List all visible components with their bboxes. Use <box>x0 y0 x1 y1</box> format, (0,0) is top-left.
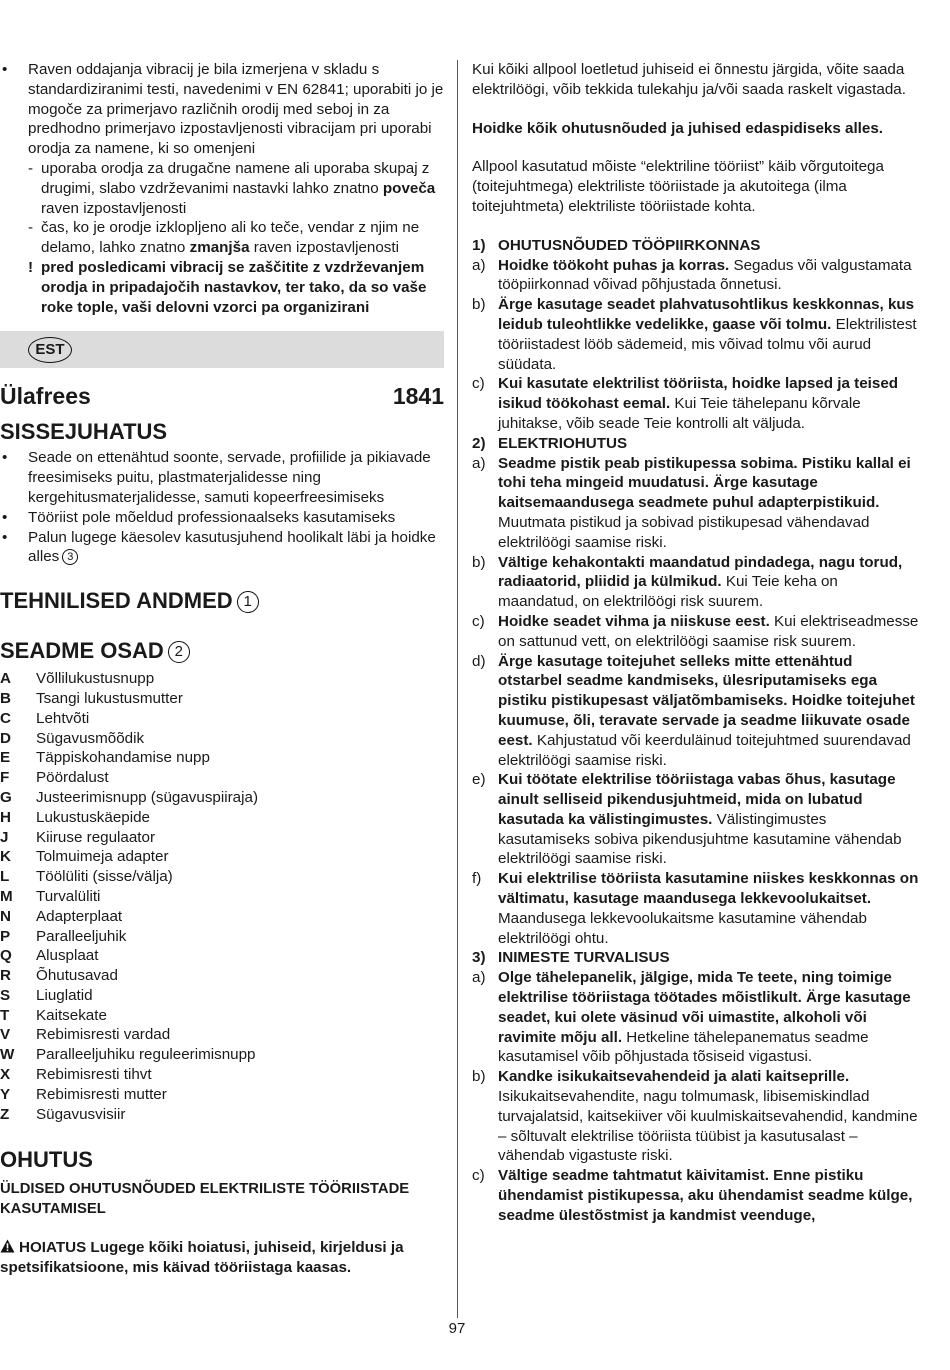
part-label: Täppiskohandamise nupp <box>36 749 210 767</box>
list-item: c) Vältige seadme tahtmatut käivitamist. Enne pistiku ühendamist pistikupessa, aku ühendamist seadme külge, seadme ülestõstmist ja kandmist veenduge, <box>472 1167 913 1224</box>
part-letter: K <box>0 848 11 866</box>
list-item: c) Kui kasutate elektrilist tööriista, hoidke lapsed ja teised isikud töökohast eemal. Kui Teie tähelepanu kõrvale juhitakse, võib seade Teie kontrolli alt väljuda. <box>472 375 899 432</box>
part-label: Õhutusavad <box>36 967 118 985</box>
parts-list-item <box>0 887 444 907</box>
general-warning: HOIATUS Lugege kõiki hoiatusi, juhiseid, kirjeldusi ja spetsifikatsioone, mis käivad tööriistaga kaasas. <box>0 1239 404 1276</box>
section-heading: 3) INIMESTE TURVALISUS <box>472 949 670 967</box>
parts-list-item <box>0 847 444 867</box>
intro-list <box>0 448 444 567</box>
part-letter: E <box>0 749 11 767</box>
part-label: Pöördalust <box>36 769 109 787</box>
part-letter: T <box>0 1006 10 1024</box>
parts-list-item <box>0 788 444 808</box>
list-item: d) Ärge kasutage toitejuhet selleks mitte ettenähtud otstarbel seadme kandmiseks, ülesriputamiseks ega pistiku pistikupesast väljatõmbamiseks. Hoidke toitejuhet kuumuse, õli, teravate servade ja seadme liikuvate osade eest. Kahjustatud või keerduläinud toitejuhtmed suurendavad elektrilöögi saamise riski. <box>472 652 915 769</box>
part-label: Justeerimisnupp (sügavuspiiraja) <box>36 788 259 806</box>
list-item: e) Kui töötate elektrilise tööriistaga vabas õhus, kasutage ainult selliseid pikendusjuhtmeid, mida on lubatud kasutada ka välistingimustes. Välistingimustes kasutamiseks sobiva pikendusjuhtme kasutamine vähendab elektrilöögi saamise riski. <box>472 771 902 868</box>
parts-list-item <box>0 768 444 788</box>
vibration-bullet: • Raven oddajanja vibracij je bila izmerjena v skladu s standardiziranimi testi, navedenimi v EN 62841; uporabiti jo je mogoče za primerjavo različnih orodij med seboj in za predhodno primerjavo izpostavljenosti vibracijam pri uporabi orodja za namene, ki so omenjeni <box>2 61 444 158</box>
parts-list <box>0 669 444 1124</box>
term-definition: Allpool kasutatud mõiste “elektriline tööriist” käib võrgutoitega (toitejuhtmega) elektriliste tööriistade ja akutoitega (ilma toitejuhtmeta) elektriliste tööriistade kohta. <box>472 158 884 215</box>
safety-heading: OHUTUS <box>0 1147 93 1173</box>
parts-list-item <box>0 1045 444 1065</box>
list-item: • Seade on ettenähtud soonte, servade, profiilide ja pikiavade freesimiseks puitu, plastmaterjalidesse ning kergehitusmaterjalidesse, samuti kopeerfreesimiseks <box>2 449 431 506</box>
part-letter: V <box>0 1026 11 1044</box>
list-item: • Palun lugege käesolev kasutusjuhend hoolikalt läbi ja hoidke alles 3 <box>2 528 436 566</box>
product-title: Ülafrees <box>0 383 91 410</box>
part-letter: F <box>0 769 10 787</box>
part-label: Sügavusmõõdik <box>36 729 145 747</box>
parts-list-item <box>0 1006 444 1026</box>
part-letter: J <box>0 828 9 846</box>
section-heading: 1) OHUTUSNÕUDED TÖÖPIIRKONNAS <box>472 236 761 254</box>
parts-list-item <box>0 669 444 689</box>
figure-ref-icon: 1 <box>237 591 259 613</box>
vibration-warning: ! pred posledicami vibracij se zaščitite z vzdrževanjem orodja in pripadajočih nastavkov, ter tako, da so vaše roke tople, vaši delovni vzorci pa organizirani <box>28 258 427 316</box>
parts-list-item <box>0 907 444 927</box>
part-letter: H <box>0 808 11 826</box>
parts-list-item <box>0 1105 444 1125</box>
part-letter: G <box>0 788 12 806</box>
part-label: Kiiruse regulaator <box>36 828 156 846</box>
part-letter: S <box>0 986 11 1004</box>
part-letter: X <box>0 1066 11 1084</box>
part-letter: M <box>0 887 13 905</box>
parts-list-item <box>0 748 444 768</box>
part-letter: Z <box>0 1105 10 1123</box>
section-heading: 2) ELEKTRIOHUTUS <box>472 434 628 452</box>
parts-list-item <box>0 729 444 749</box>
parts-list-item <box>0 867 444 887</box>
part-letter: W <box>0 1046 15 1064</box>
list-item: a) Seadme pistik peab pistikupessa sobima. Pistiku kallal ei tohi teha mingeid muudatusi. Ärge kasutage kaitsemaandusega seadmete puhul adapterpistikuid. Muutmata pistikud ja sobivad pistikupesad vähendavad elektrilöögi saamise riski. <box>472 454 911 551</box>
product-title-row <box>0 382 444 410</box>
vibration-dash-decrease: - čas, ko je orodje izklopljeno ali ko teče, vendar z njim ne delamo, lahko znatno zmanjša raven izpostavljenosti <box>28 219 420 257</box>
language-badge: EST <box>28 337 72 363</box>
parts-list-item <box>0 927 444 947</box>
part-label: Tolmuimeja adapter <box>36 848 169 866</box>
part-label: Alusplaat <box>36 947 99 965</box>
list-item: a) Hoidke töökoht puhas ja korras. Segadus või valgustamata tööpiirkonnad võivad põhjustada õnnetusi. <box>472 256 912 294</box>
vibration-dash-increase: - uporaba orodja za drugačne namene ali uporaba skupaj z drugimi, slabo vzdrževanimi nastavki lahko znatno poveča raven izpostavljenosti <box>28 159 436 217</box>
part-letter: A <box>0 670 11 688</box>
part-label: Rebimisresti vardad <box>36 1026 171 1044</box>
warning-triangle-icon <box>0 1239 15 1253</box>
parts-heading: SEADME OSAD 2 <box>0 637 444 665</box>
part-letter: P <box>0 927 11 945</box>
part-label: Lukustuskäepide <box>36 808 150 826</box>
part-label: Sügavusvisiir <box>36 1105 126 1123</box>
list-item: f) Kui elektrilise tööriista kasutamine niiskes keskkonnas on vältimatu, kasutage maandusega lekkevoolukaitset. Maandusega lekkevoolukaitsme kasutamine vähendab elektrilöögi ohtu. <box>472 870 919 947</box>
list-item: • Tööriist pole mõeldud professionaalseks kasutamiseks <box>2 508 396 526</box>
product-model: 1841 <box>392 383 444 410</box>
part-label: Turvalüliti <box>36 887 101 905</box>
intro-paragraph: Kui kõiki allpool loetletud juhiseid ei õnnestu järgida, võite saada elektrilöögi, võib tekkida tulekahju ja/või saada raskelt vigastada. <box>472 61 906 98</box>
part-label: Rebimisresti tihvt <box>36 1066 152 1084</box>
part-letter: C <box>0 709 11 727</box>
part-label: Paralleeljuhiku reguleerimisnupp <box>36 1046 256 1064</box>
list-item: a) Olge tähelepanelik, jälgige, mida Te teete, ning toimige elektrilise tööriistaga töötades mõistlikult. Ärge kasutage seadet, kui olete väsinud või uimastite, alkoholi või ravimite mõju all. Hetkeline tähelepanematus seadme kasutamisel võib põhjustada tõsiseid vigastusi. <box>472 969 911 1066</box>
keep-instructions: Hoidke kõik ohutusnõuded ja juhised edaspidiseks alles. <box>472 119 884 137</box>
safety-subheading: ÜLDISED OHUTUSNÕUDED ELEKTRILISTE TÖÖRIISTADE KASUTAMISEL <box>0 1181 410 1218</box>
parts-list-item <box>0 689 444 709</box>
part-label: Võllilukustusnupp <box>36 670 155 688</box>
parts-list-item <box>0 808 444 828</box>
part-letter: Y <box>0 1085 11 1103</box>
left-column <box>0 60 444 1278</box>
figure-ref-icon: 2 <box>168 641 190 663</box>
page-number: 97 <box>448 1320 466 1337</box>
list-item: b) Ärge kasutage seadet plahvatusohtlikus keskkonnas, kus leidub tuleohtlikke vedelikke, gaase või tolmu. Elektrilistest tööriistadest lööb sädemeid, mis võivad tolmu või aurud süüdata. <box>472 296 917 373</box>
parts-list-item <box>0 966 444 986</box>
parts-list-item <box>0 1025 444 1045</box>
figure-ref-icon: 3 <box>62 549 78 565</box>
part-letter: R <box>0 967 11 985</box>
right-column <box>472 60 920 1226</box>
part-label: Adapterplaat <box>36 907 123 925</box>
parts-list-item <box>0 1085 444 1105</box>
part-label: Töölüliti (sisse/välja) <box>36 868 173 886</box>
part-letter: N <box>0 907 11 925</box>
part-label: Liuglatid <box>36 986 93 1004</box>
list-item: c) Hoidke seadet vihma ja niiskuse eest. Kui elektriseadmesse on sattunud vett, on elektrilöögi saamise risk suurem. <box>472 612 919 650</box>
parts-list-item <box>0 828 444 848</box>
tech-data-heading: TEHNILISED ANDMED 1 <box>0 587 444 615</box>
parts-list-item <box>0 986 444 1006</box>
part-label: Tsangi lukustusmutter <box>36 689 183 707</box>
parts-list-item <box>0 709 444 729</box>
intro-heading: SISSEJUHATUS <box>0 419 168 445</box>
part-letter: Q <box>0 947 12 965</box>
part-label: Kaitsekate <box>36 1006 107 1024</box>
part-letter: L <box>0 868 10 886</box>
part-label: Lehtvõti <box>36 709 90 727</box>
part-label: Rebimisresti mutter <box>36 1085 167 1103</box>
part-letter: B <box>0 689 11 707</box>
part-letter: D <box>0 729 11 747</box>
part-label: Paralleeljuhik <box>36 927 127 945</box>
language-band <box>0 331 444 368</box>
parts-list-item <box>0 1065 444 1085</box>
column-divider <box>457 60 458 1318</box>
list-item: b) Vältige kehakontakti maandatud pindadega, nagu torud, radiaatorid, pliidid ja külmikud. Kui Teie keha on maandatud, on elektrilöögi risk suurem. <box>472 553 903 611</box>
list-item: b) Kandke isikukaitsevahendeid ja alati kaitseprille. Isikukaitsevahendite, nagu tolmumask, libisemiskindlad turvajalatsid, kaitsekiiver või kuulmiskaitsevahendid, kandmine – sõltuvalt elektrilise tööriista tüübist ja kasutusalast – vähendab vigastuste riski. <box>472 1068 918 1165</box>
parts-list-item <box>0 946 444 966</box>
